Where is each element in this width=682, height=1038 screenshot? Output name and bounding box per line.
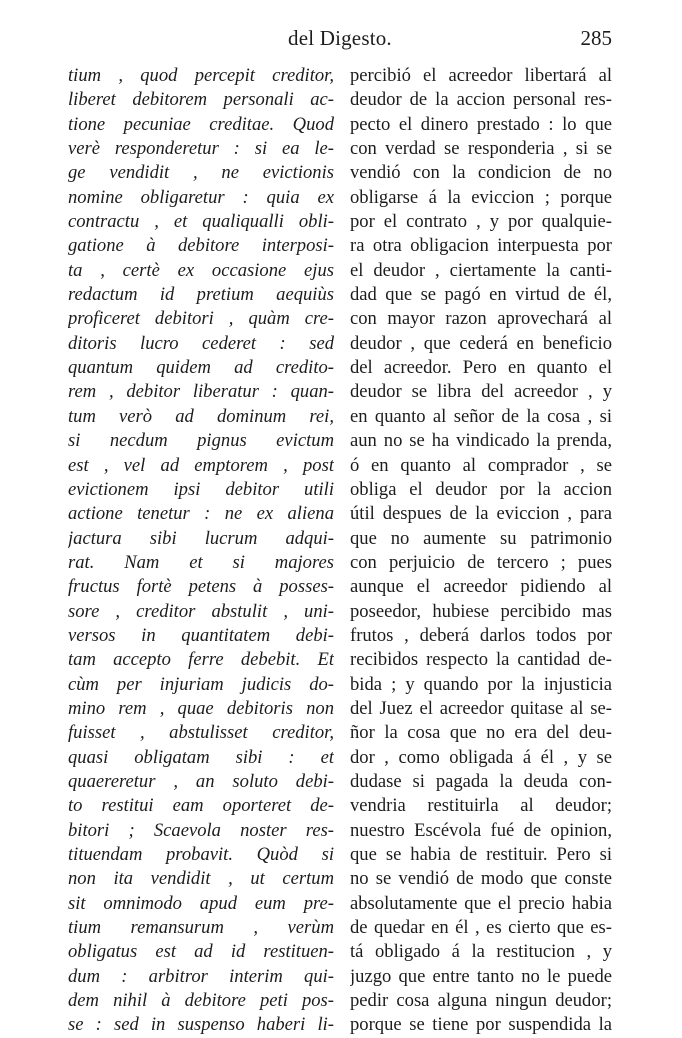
latin-text-line: quantum quidem ad credito- xyxy=(68,357,334,379)
spanish-text-line: poseedor, hubiese percibido mas xyxy=(350,600,612,622)
spanish-text-line: ñor la cosa que no era del deu- xyxy=(350,722,612,744)
latin-text-line: rem , debitor liberatur : quan- xyxy=(68,381,334,403)
spanish-text-line: pedir cosa alguna ningun deudor; xyxy=(350,990,612,1012)
latin-text-line: obligatus est ad id restituen- xyxy=(68,941,334,963)
spanish-text-line: nuestro Escévola fué de opinion, xyxy=(350,819,612,841)
spanish-text-line: percibió el acreedor libertará al xyxy=(350,65,612,86)
latin-text-line: versos in quantitatem debi- xyxy=(68,624,334,646)
spanish-text-line: dor , como obligada á él , y se xyxy=(350,746,612,768)
spanish-text-line: bida ; y quando por la injusticia xyxy=(350,673,612,695)
latin-text-line: bitori ; Scaevola noster res- xyxy=(68,819,334,841)
spanish-text-line: ó en quanto al comprador , se xyxy=(350,454,612,476)
spanish-text-line: juzgo que entre tanto no le puede xyxy=(350,965,612,987)
latin-text-line: gatione à debitore interposi- xyxy=(68,235,334,257)
latin-text-line: mino rem , quae debitoris non xyxy=(68,697,334,719)
spanish-text-line: no se vendió de modo que conste xyxy=(350,868,612,890)
latin-text-line: si necdum pignus evictum xyxy=(68,430,334,452)
latin-text-line: tione pecuniae creditae. Quod xyxy=(68,113,334,135)
latin-text-line: sore , creditor abstulit , uni- xyxy=(68,600,334,622)
latin-text-line: dum : arbitror interim qui- xyxy=(68,965,334,987)
spanish-translation-column xyxy=(350,64,612,1038)
latin-text-line: to restitui eam oporteret de- xyxy=(68,795,334,817)
spanish-text-line: con mayor razon aprovechará al xyxy=(350,308,612,330)
spanish-text-line: en quanto al señor de la cosa , si xyxy=(350,405,612,427)
latin-text-line: non ita vendidit , ut certum xyxy=(68,868,334,890)
spanish-text-line: deudor de la accion personal res- xyxy=(350,89,612,111)
spanish-text-line: deudor , que cederá en beneficio xyxy=(350,332,612,354)
latin-text-line: liberet debitorem personali ac- xyxy=(68,89,334,111)
spanish-text-line: que se habia de restituir. Pero si xyxy=(350,844,612,865)
latin-text-line: quaereretur , an soluto debi- xyxy=(68,770,334,792)
spanish-text-line: pecto el dinero prestado : lo que xyxy=(350,113,612,135)
spanish-text-line: ra otra obligacion interpuesta por xyxy=(350,235,612,257)
spanish-text-line: vendió con la condicion de no xyxy=(350,162,612,184)
latin-text-line: ge vendidit , ne evictionis xyxy=(68,162,334,184)
spanish-text-line: el deudor , ciertamente la canti- xyxy=(350,259,612,281)
latin-text-line: est , vel ad emptorem , post xyxy=(68,454,334,476)
latin-text-line: rat. Nam et si majores xyxy=(68,551,334,573)
latin-text-line: actione tenetur : ne ex aliena xyxy=(68,503,334,525)
spanish-text-line: recibidos respecto la cantidad de- xyxy=(350,649,612,671)
latin-text-line: tituendam probavit. Quòd si xyxy=(68,844,334,865)
latin-text-line: redactum id pretium aequiùs xyxy=(68,284,334,306)
spanish-text-line: absolutamente que el precio habia xyxy=(350,892,612,914)
latin-text-line: cùm per injuriam judicis do- xyxy=(68,673,334,695)
spanish-text-line: dad que se pagó en virtud de él, xyxy=(350,284,612,306)
spanish-text-line: por el contrato , y por qualquie- xyxy=(350,211,612,233)
latin-text-line: ditoris lucro cederet : sed xyxy=(68,332,334,354)
latin-text-line: fuisset , abstulisset creditor, xyxy=(68,722,334,744)
spanish-text-line: aunque el acreedor pidiendo al xyxy=(350,576,612,598)
latin-text-line: tium remansurum , verùm xyxy=(68,917,334,939)
latin-text-line: ta , certè ex occasione ejus xyxy=(68,259,334,281)
latin-text-line: sit omnimodo apud eum pre- xyxy=(68,892,334,914)
running-head-title: del Digesto. xyxy=(288,26,392,50)
spanish-text-line: con perjuicio de tercero ; pues xyxy=(350,551,612,573)
latin-text-line: proficeret debitori , quàm cre- xyxy=(68,308,334,330)
spanish-text-line: del Juez el acreedor quitase al se- xyxy=(350,697,612,719)
spanish-text-line: aun no se ha vindicado la prenda, xyxy=(350,430,612,452)
latin-text-line: dem nihil à debitore peti pos- xyxy=(68,990,334,1012)
spanish-text-line: tá obligado á la restitucion , y xyxy=(350,941,612,963)
spanish-text-line: vendria restituirla al deudor; xyxy=(350,795,612,817)
latin-text-line: verè responderetur : si ea le- xyxy=(68,138,334,160)
spanish-text-line: de quedar en él , es cierto que es- xyxy=(350,917,612,939)
latin-text-line: jactura sibi lucrum adqui- xyxy=(68,527,334,549)
latin-text-line: quasi obligatam sibi : et xyxy=(68,746,334,768)
spanish-text-line: que no aumente su patrimonio xyxy=(350,527,612,549)
latin-text-line: tam accepto ferre debebit. Et xyxy=(68,649,334,671)
latin-text-line: evictionem ipsi debitor utili xyxy=(68,478,334,500)
latin-text-line: tium , quod percepit creditor, xyxy=(68,65,334,86)
spanish-text-line: con verdad se responderia , si se xyxy=(350,138,612,160)
spanish-text-line: dudase si pagada la deuda con- xyxy=(350,770,612,792)
latin-text-line: nomine obligaretur : quia ex xyxy=(68,186,334,208)
latin-text-line: tum verò ad dominum rei, xyxy=(68,405,334,427)
spanish-text-line: útil despues de la eviccion , para xyxy=(350,503,612,525)
spanish-text-line: porque se tiene por suspendida la xyxy=(350,1014,612,1036)
spanish-text-line: obligarse á la eviccion ; porque xyxy=(350,186,612,208)
latin-text-line: contractu , et qualiqualli obli- xyxy=(68,211,334,233)
spanish-text-line: frutos , deberá darlos todos por xyxy=(350,624,612,646)
spanish-text-line: obliga el deudor por la accion xyxy=(350,478,612,500)
latin-text-line: se : sed in suspenso haberi li- xyxy=(68,1014,334,1036)
latin-text-line: fructus fortè petens à posses- xyxy=(68,576,334,598)
spanish-text-line: deudor se libra del acreedor , y xyxy=(350,381,612,403)
latin-text-column xyxy=(68,64,334,1038)
page-number: 285 xyxy=(580,26,612,50)
spanish-text-line: del acreedor. Pero en quanto el xyxy=(350,357,612,379)
